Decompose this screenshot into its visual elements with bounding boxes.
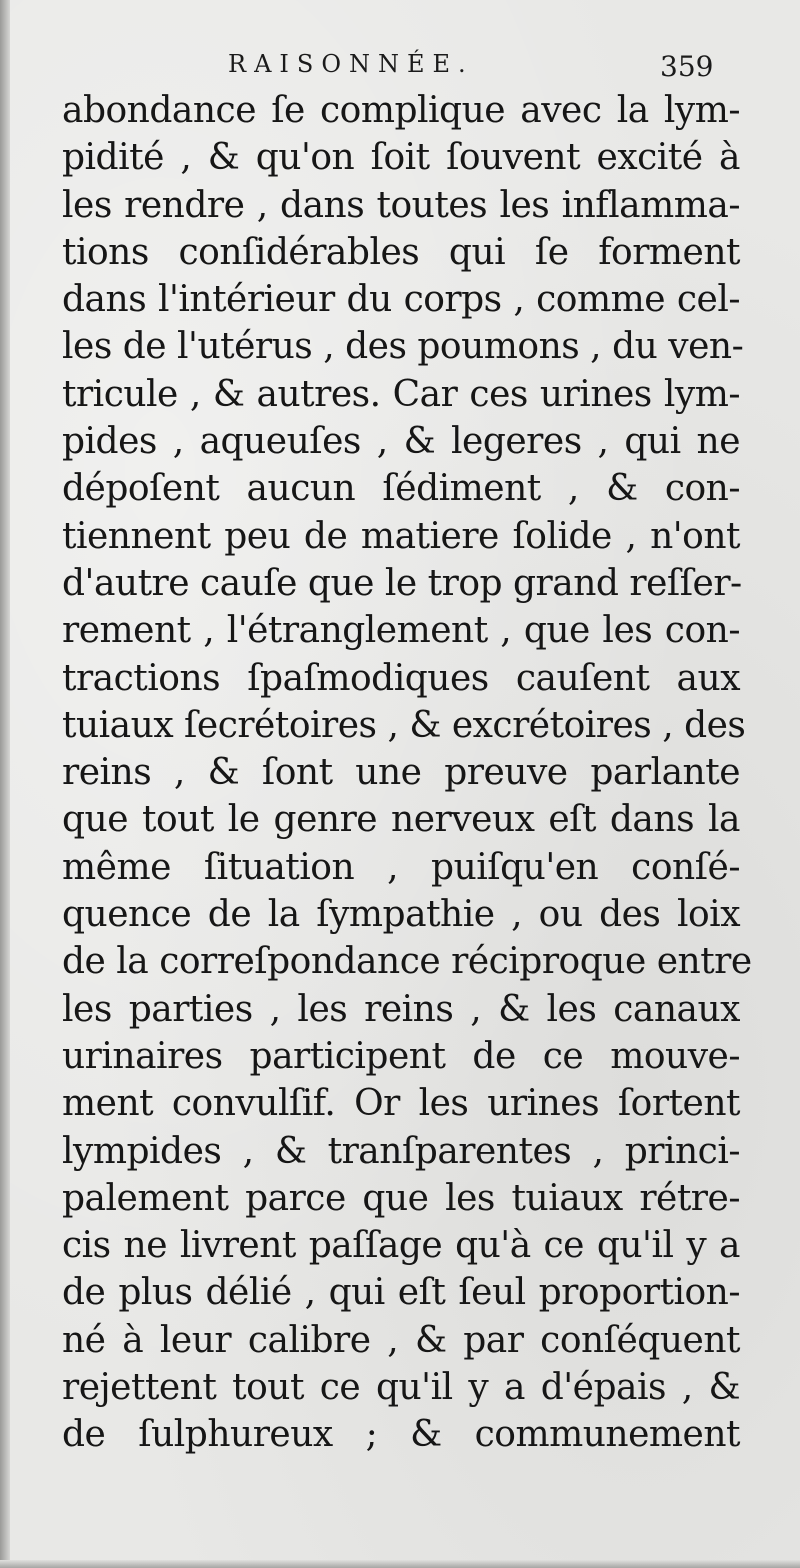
- text-line: d'autre cauſe que le trop grand reſſer-: [62, 562, 742, 604]
- text-line: tiennent peu de matiere ſolide , n'ont: [62, 515, 740, 557]
- text-line: tricule , & autres. Car ces urines lym-: [62, 373, 740, 415]
- body-text: [62, 87, 752, 1459]
- text-line: quence de la ſympathie , ou des loix: [62, 894, 740, 936]
- text-line: les rendre , dans toutes les inflamma-: [62, 184, 740, 226]
- text-line: pides , aqueuſes , & legeres , qui ne: [62, 421, 740, 463]
- text-line: palement parce que les tuiaux rétre-: [62, 1177, 740, 1219]
- text-line: tuiaux ſecrétoires , & excrétoires , des: [62, 704, 746, 746]
- text-line: les parties , les reins , & les canaux: [62, 988, 740, 1030]
- running-head: [0, 50, 800, 90]
- text-line: ment convulſif. Or les urines ſortent: [62, 1083, 740, 1125]
- text-line: rement , l'étranglement , que les con-: [62, 610, 740, 652]
- text-line: dans l'intérieur du corps , comme cel-: [62, 279, 740, 321]
- running-head-title: RAISONNÉE.: [228, 50, 474, 78]
- text-line: de plus délié , qui eſt ſeul proportion-: [62, 1272, 740, 1314]
- text-line: urinaires participent de ce mouve-: [62, 1035, 740, 1077]
- text-line: rejettent tout ce qu'il y a d'épais , &: [62, 1367, 740, 1409]
- text-line: tions conſidérables qui ſe forment: [62, 231, 740, 273]
- text-line: de la correſpondance réciproque entre: [62, 941, 752, 983]
- text-line: reins , & ſont une preuve parlante: [62, 752, 740, 794]
- text-line: abondance ſe complique avec la lym-: [62, 90, 740, 131]
- text-line: lympides , & tranſparentes , princi-: [62, 1130, 740, 1172]
- text-line: les de l'utérus , des poumons , du ven-: [62, 326, 744, 368]
- page-number: 359: [660, 50, 714, 83]
- text-line: tractions ſpaſmodiques cauſent aux: [62, 657, 740, 699]
- text-line: dépoſent aucun ſédiment , & con-: [62, 468, 740, 510]
- text-line: même ſituation , puiſqu'en conſé-: [62, 846, 740, 888]
- page-bottom-edge-shadow: [0, 1560, 800, 1568]
- text-line: cis ne livrent paſſage qu'à ce qu'il y a: [62, 1225, 740, 1267]
- text-line: de ſulphureux ; & communement: [62, 1414, 740, 1456]
- text-line: que tout le genre nerveux eſt dans la: [62, 799, 740, 841]
- page-left-edge-shadow: [0, 0, 10, 1568]
- text-line: né à leur calibre , & par conſéquent: [62, 1319, 740, 1361]
- text-line: pidité , & qu'on ſoit ſouvent excité à: [62, 137, 740, 179]
